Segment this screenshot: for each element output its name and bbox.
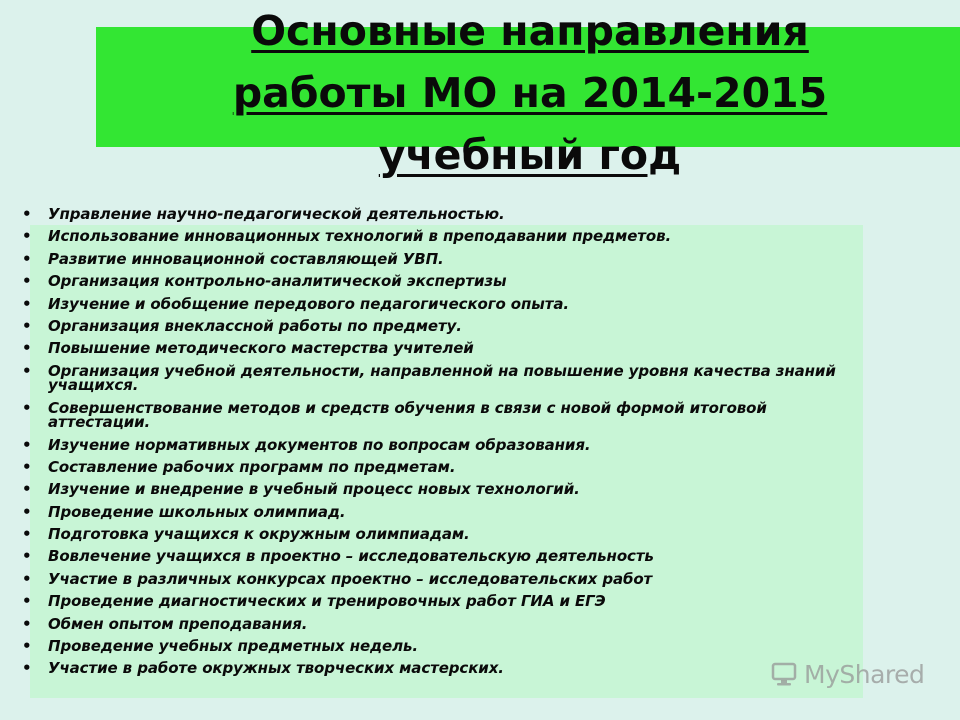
list-item: • Организация контрольно-аналитической экспертизы — [22, 274, 852, 289]
monitor-icon — [770, 660, 798, 688]
list-item: • Проведение диагностических и тренировочных работ ГИА и ЕГЭ — [22, 594, 852, 609]
list-item: • Обмен опытом преподавания. — [22, 617, 852, 632]
list-item: • Изучение нормативных документов по вопросам образования. — [22, 438, 852, 453]
list-item: • Проведение школьных олимпиад. — [22, 505, 852, 520]
list-item: • Участие в различных конкурсах проектно – исследовательских работ — [22, 572, 852, 587]
list-item: • Использование инновационных технологий в преподавании предметов. — [22, 229, 852, 244]
list-item: • Организация внеклассной работы по предмету. — [22, 319, 852, 334]
list-item: • Повышение методического мастерства учителей — [22, 341, 852, 356]
title-line: учебный год — [378, 131, 682, 179]
list-item: • Совершенствование методов и средств обучения в связи с новой формой итоговой аттестации. — [22, 401, 852, 430]
directions-list — [22, 207, 852, 684]
list-item: • Изучение и обобщение передового педагогического опыта. — [22, 297, 852, 312]
list-item: • Участие в работе окружных творческих мастерских. — [22, 661, 852, 676]
list-item: • Проведение учебных предметных недель. — [22, 639, 852, 654]
list-item: • Развитие инновационной составляющей УВП. — [22, 252, 852, 267]
list-item: • Организация учебной деятельности, направленной на повышение уровня качества знаний учащихся. — [22, 364, 852, 393]
list-item: • Вовлечение учащихся в проектно – исследовательскую деятельность — [22, 549, 852, 564]
list-item: • Подготовка учащихся к окружным олимпиадам. — [22, 527, 852, 542]
slide-title — [160, 0, 900, 186]
list-item: • Управление научно-педагогической деятельностью. — [22, 207, 852, 222]
watermark-text: MyShared — [804, 659, 925, 689]
list-item: • Изучение и внедрение в учебный процесс новых технологий. — [22, 482, 852, 497]
title-line: Основные направления — [251, 7, 809, 55]
title-line: работы МО на 2014-2015 — [232, 69, 828, 117]
watermark — [770, 656, 930, 692]
list-item: • Составление рабочих программ по предметам. — [22, 460, 852, 475]
